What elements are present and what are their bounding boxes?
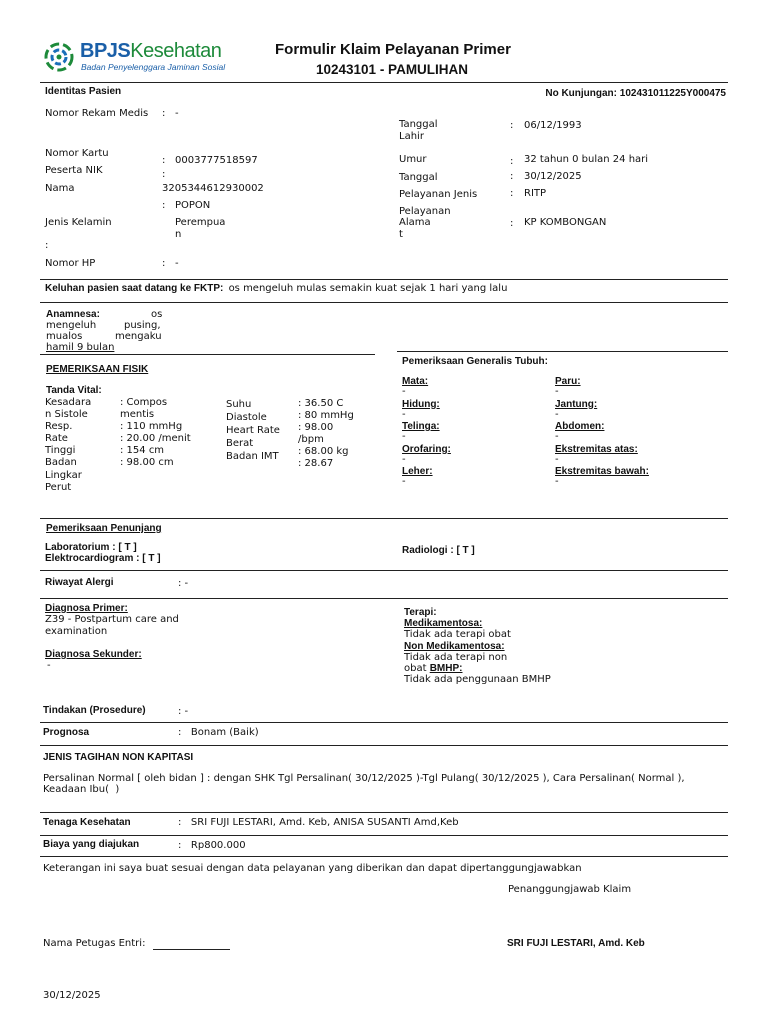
alergi-value: : - (178, 578, 189, 589)
tenaga-value: : SRI FUJI LESTARI, Amd. Keb, ANISA SUSANTI Amd,Keb (178, 817, 459, 828)
diagnosa-sekunder-label: Diagnosa Sekunder: (45, 649, 142, 660)
statement: Keterangan ini saya buat sesuai dengan data pelayanan yang diberikan dan dapat dipertanggungjawabkan (43, 863, 582, 874)
generalis-value: - (555, 431, 559, 442)
colon: : (510, 218, 514, 229)
bmhp-value: Tidak ada penggunaan BMHP (404, 674, 551, 685)
kartu-label: Nomor Kartu (45, 148, 109, 159)
jk-value-2: n (175, 229, 182, 240)
vital-value: : 68.00 kg (298, 446, 349, 457)
divider (40, 812, 728, 813)
puskesmas-title: 10243101 - PAMULIHAN (316, 62, 469, 77)
vital-label: Suhu (226, 399, 252, 410)
anamnesa-label: Anamnesa: (46, 309, 100, 320)
colon: : (162, 108, 166, 119)
form-title: Formulir Klaim Pelayanan Primer (275, 41, 511, 58)
generalis-item (555, 421, 649, 444)
vital-label: Berat (226, 438, 254, 449)
generalis-title: Pemeriksaan Generalis Tubuh: (402, 356, 548, 367)
generalis-value: - (402, 453, 406, 465)
colon: : (510, 188, 514, 199)
generalis-value: - (555, 476, 559, 487)
prognosa-value: : Bonam (Baik) (178, 727, 259, 738)
keluhan-row (45, 283, 507, 294)
kartu-value: 0003777518597 (175, 155, 258, 166)
vital-label: Badan IMT (226, 451, 279, 462)
hp-value: - (175, 258, 179, 269)
generalis-item (555, 376, 649, 399)
tanda-vital-label: Tanda Vital: (46, 385, 102, 396)
anamnesa-line1: os (151, 309, 163, 320)
vital-value: : 20.00 /menit (120, 433, 191, 445)
anamnesa-line2b: pusing, (124, 320, 161, 331)
diagnosa-sekunder-value: - (47, 660, 51, 671)
divider (40, 856, 728, 857)
bpjs-logo (44, 40, 224, 74)
divider (40, 82, 728, 83)
vital-label: n Sistole (45, 409, 88, 421)
fisik-mid-labels (226, 398, 280, 463)
biaya-label: Biaya yang diajukan (43, 839, 140, 850)
non-medikamentosa-value-2: obat (404, 663, 427, 674)
fisik-mid-values (298, 398, 354, 470)
generalis-value: - (555, 453, 559, 465)
print-date: 30/12/2025 (43, 990, 101, 1001)
vital-value: : 80 mmHg (298, 410, 354, 421)
jk-label: Jenis Kelamin (45, 217, 112, 228)
vital-value: : 110 mmHg (120, 421, 183, 433)
colon: : (510, 120, 514, 131)
generalis-item (402, 376, 451, 399)
no-kunjungan: No Kunjungan: 102431011225Y000475 (545, 88, 726, 99)
generalis-value: - (555, 386, 559, 397)
vital-label: Lingkar (45, 469, 82, 481)
tenaga-label: Tenaga Kesehatan (43, 817, 131, 828)
generalis-label: Abdomen: (555, 421, 605, 432)
divider (40, 722, 728, 723)
penunjang-title: Pemeriksaan Penunjang (46, 523, 162, 534)
colon: : (162, 169, 166, 180)
fisik-left-labels (45, 397, 91, 494)
ekg-result: Elektrocardiogram : [ T ] (45, 553, 161, 564)
colon: : (162, 155, 166, 166)
signer-name: SRI FUJI LESTARI, Amd. Keb (507, 938, 645, 949)
generalis-value: - (402, 408, 406, 420)
generalis-label: Jantung: (555, 398, 598, 410)
vital-value: : Compos (120, 397, 168, 408)
generalis-value: - (402, 386, 406, 397)
petugas-label: Nama Petugas Entri: (43, 938, 146, 949)
logo-brand-bpjs: BPJS (80, 40, 131, 62)
generalis-label: Hidung: (402, 398, 440, 410)
terapi-label: Terapi: (404, 607, 437, 618)
jk-value (175, 217, 225, 241)
tindakan-value: : - (178, 706, 189, 717)
generalis-item (402, 421, 451, 444)
petugas-value-line (153, 938, 230, 950)
generalis-value: - (402, 476, 406, 487)
generalis-label: Telinga: (402, 421, 440, 432)
divider (40, 745, 728, 746)
fisik-title: PEMERIKSAAN FISIK (46, 364, 149, 375)
tgl-lahir-label-2: Lahir (399, 131, 424, 142)
alamat-label (399, 217, 431, 241)
alamat-value: KP KOMBONGAN (524, 217, 607, 228)
nama-value: POPON (175, 200, 211, 211)
alergi-label: Riwayat Alergi (45, 577, 114, 588)
medikamentosa-value: Tidak ada terapi obat (404, 629, 511, 640)
vital-label: Badan (45, 457, 77, 469)
jk-value-1: Perempua (175, 217, 226, 228)
anamnesa-line3b: mengaku (115, 331, 162, 342)
vital-label: Tinggi (45, 445, 76, 457)
vital-value: : 98.00 (298, 422, 334, 433)
tgl-lahir-label-1: Tanggal (399, 119, 438, 130)
pelayanan-jenis-label: Pelayanan Jenis (399, 189, 478, 200)
medikamentosa-label: Medikamentosa: (404, 618, 483, 629)
generalis-item (402, 466, 451, 489)
tgl-lahir-value: 06/12/1993 (524, 120, 582, 131)
rekam-medis-value: - (175, 108, 179, 119)
divider (40, 835, 728, 836)
vital-value: /bpm (298, 434, 324, 445)
tanggal-label: Tanggal (399, 172, 438, 183)
pelayanan-jenis-value: RITP (524, 188, 547, 199)
divider (40, 598, 728, 599)
divider (40, 302, 728, 303)
nik-value: 3205344612930002 (162, 183, 264, 194)
tagihan-line2: Keadaan Ibu( ) (43, 784, 120, 795)
keluhan-label: Keluhan pasien saat datang ke FKTP: (45, 283, 224, 294)
colon: : (162, 200, 166, 211)
logo-tagline: Badan Penyelenggara Jaminan Sosial (81, 62, 226, 72)
vital-label: Rate (45, 433, 68, 445)
divider (40, 279, 728, 280)
vital-value: : 98.00 cm (120, 457, 174, 469)
keluhan-value: os mengeluh mulas semakin kuat sejak 1 hari yang lalu (228, 283, 508, 294)
anamnesa-line2a: mengeluh (46, 320, 97, 331)
lab-result: Laboratorium : [ T ] (45, 542, 137, 553)
generalis-item (402, 399, 451, 422)
bmhp-row (404, 663, 462, 674)
alamat-label-1: Alama (399, 217, 431, 228)
non-medikamentosa-label: Non Medikamentosa: (404, 641, 505, 652)
tanggal-value: 30/12/2025 (524, 171, 582, 182)
divider (40, 518, 728, 519)
logo-brand-kesehatan: Kesehatan (130, 40, 222, 62)
colon: : (510, 156, 514, 167)
vital-label: Resp. (45, 421, 73, 433)
anamnesa-line3a: mualos (46, 331, 83, 342)
diagnosa-primer-label: Diagnosa Primer: (45, 603, 128, 614)
vital-value: : 28.67 (298, 458, 334, 469)
vital-value: : 154 cm (120, 445, 165, 457)
nik-label: Peserta NIK (45, 165, 103, 176)
tagihan-line1: Persalinan Normal [ oleh bidan ] : dengan SHK Tgl Persalinan( 30/12/2025 )-Tgl Pulang( 30/12/2025 ), Cara Persalinan( Normal ), (43, 773, 685, 784)
vital-label: Heart Rate (226, 425, 280, 436)
colon: : (45, 240, 49, 251)
prognosa-label: Prognosa (43, 727, 90, 738)
diagnosa-primer-line2: examination (45, 626, 108, 637)
umur-value: 32 tahun 0 bulan 24 hari (524, 154, 649, 165)
generalis-label: Mata: (402, 376, 429, 387)
generalis-item (555, 444, 649, 467)
generalis-label: Orofaring: (402, 443, 451, 455)
penanggungjawab-label: Penanggungjawab Klaim (508, 884, 632, 895)
bpjs-emblem-icon (44, 42, 74, 72)
hp-label: Nomor HP (45, 258, 96, 269)
tindakan-label: Tindakan (Prosedure) (43, 705, 146, 716)
divider (40, 354, 375, 355)
bmhp-label: BMHP: (429, 663, 463, 674)
generalis-item (555, 399, 649, 422)
generalis-label: Ekstremitas atas: (555, 443, 638, 455)
vital-label: Kesadara (45, 397, 92, 408)
divider (397, 351, 728, 352)
pelayanan-label: Pelayanan (399, 206, 451, 217)
rekam-medis-label: Nomor Rekam Medis (45, 108, 149, 119)
vital-value: mentis (120, 409, 155, 421)
generalis-label: Paru: (555, 376, 581, 387)
alamat-label-2: t (399, 229, 403, 240)
umur-label: Umur (399, 154, 427, 165)
diagnosa-primer-line1: Z39 - Postpartum care and (45, 614, 179, 625)
generalis-left (402, 376, 451, 489)
radiologi-result: Radiologi : [ T ] (402, 545, 475, 556)
anamnesa-line4: hamil 9 bulan (46, 342, 115, 353)
generalis-value: - (555, 408, 559, 420)
generalis-right (555, 376, 649, 489)
colon: : (162, 258, 166, 269)
identitas-label: Identitas Pasien (45, 86, 122, 97)
vital-value: : 36.50 C (298, 398, 344, 409)
generalis-label: Ekstremitas bawah: (555, 466, 649, 477)
vital-label: Perut (45, 481, 72, 493)
tgl-lahir-label (399, 119, 438, 143)
generalis-item (402, 444, 451, 467)
biaya-value: : Rp800.000 (178, 840, 246, 851)
non-medikamentosa-value: Tidak ada terapi non (404, 652, 508, 663)
fisik-left-values (120, 397, 191, 470)
generalis-value: - (402, 431, 406, 442)
nama-label: Nama (45, 183, 75, 194)
vital-label: Diastole (226, 412, 267, 423)
divider (40, 570, 728, 571)
tagihan-title: JENIS TAGIHAN NON KAPITASI (43, 752, 194, 763)
generalis-item (555, 466, 649, 489)
colon: : (510, 171, 514, 182)
generalis-label: Leher: (402, 466, 433, 477)
